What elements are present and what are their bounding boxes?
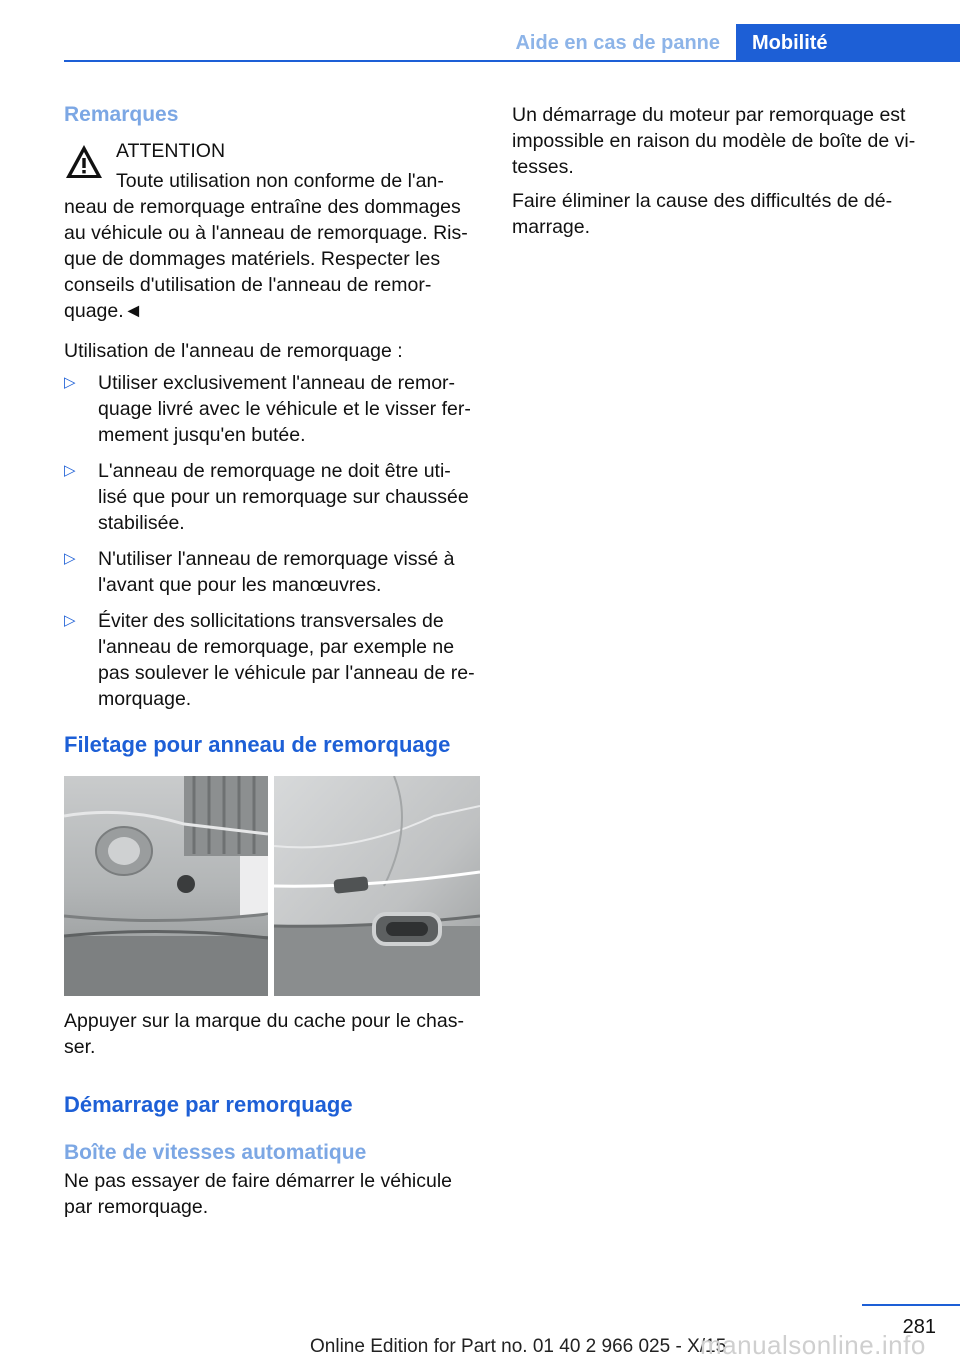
footer-rule	[862, 1304, 960, 1306]
list-item-line: l'avant que pour les manœuvres.	[98, 574, 382, 596]
engine-tow-start-line: tesses.	[512, 156, 574, 178]
attention-line: au véhicule ou à l'anneau de remorquage. Ris-	[64, 222, 468, 244]
page-number: 281	[902, 1316, 936, 1338]
list-item	[64, 608, 484, 712]
list-item	[64, 458, 484, 536]
engine-tow-start-line: Un démarrage du moteur par remorquage est	[512, 104, 906, 126]
list-item-line: L'anneau de remorquage ne doit être uti-	[98, 460, 451, 482]
press-instruction-line: ser.	[64, 1036, 96, 1058]
fix-cause-line: marrage.	[512, 216, 591, 238]
usage-intro: Utilisation de l'anneau de remorquage :	[64, 340, 403, 362]
list-item-line: Utiliser exclusivement l'anneau de remor-	[98, 372, 456, 394]
attention-label: ATTENTION	[116, 140, 226, 162]
fix-cause-line: Faire éliminer la cause des difficultés de dé-	[512, 190, 893, 212]
list-item-line: quage livré avec le véhicule et le visser fer-	[98, 398, 471, 420]
attention-line: neau de remorquage entraîne des dommages	[64, 196, 461, 218]
thread-section-title: Filetage pour anneau de remorquage	[64, 732, 451, 757]
header-chapter-tab[interactable]: Mobilité	[736, 24, 960, 62]
list-item-line: stabilisée.	[98, 512, 185, 534]
warning-icon	[64, 142, 104, 182]
list-item-line: mement jusqu'en butée.	[98, 424, 306, 446]
right-column	[512, 102, 932, 240]
attention-block	[64, 138, 484, 324]
list-item-line: pas soulever le véhicule par l'anneau de re-	[98, 662, 475, 684]
attention-line: quage.◄	[64, 300, 143, 322]
attention-line: Toute utilisation non conforme de l'an-	[116, 170, 444, 192]
engine-tow-start-line: impossible en raison du modèle de boîte de vi-	[512, 130, 916, 152]
list-item-line: l'anneau de remorquage, par exemple ne	[98, 636, 455, 658]
triangle-bullet-icon: ▷	[64, 462, 76, 479]
usage-list	[64, 370, 484, 712]
tow-start-title: Démarrage par remorquage	[64, 1092, 353, 1117]
list-item-line: Éviter des sollicitations transversales de	[98, 610, 444, 632]
automatic-gearbox-line: par remorquage.	[64, 1196, 209, 1218]
list-item	[64, 370, 484, 448]
attention-line: conseils d'utilisation de l'anneau de remor-	[64, 274, 432, 296]
edition-note: Online Edition for Part no. 01 40 2 966 025 - X/15	[310, 1336, 727, 1357]
triangle-bullet-icon: ▷	[64, 612, 76, 629]
triangle-bullet-icon: ▷	[64, 550, 76, 567]
list-item-line: lisé que pour un remorquage sur chaussée	[98, 486, 469, 508]
press-instruction-line: Appuyer sur la marque du cache pour le chas-	[64, 1010, 464, 1032]
triangle-bullet-icon: ▷	[64, 374, 76, 391]
attention-line: que de dommages matériels. Respecter les	[64, 248, 441, 270]
automatic-gearbox-title: Boîte de vitesses automatique	[64, 1141, 367, 1164]
header-section-tab[interactable]: Aide en cas de panne	[515, 32, 720, 54]
left-column	[64, 100, 484, 1220]
automatic-gearbox-line: Ne pas essayer de faire démarrer le véhicule	[64, 1170, 453, 1192]
list-item-line: morquage.	[98, 688, 192, 710]
tow-eye-cover-photo	[64, 776, 480, 996]
list-item-line: N'utiliser l'anneau de remorquage vissé à	[98, 548, 455, 570]
header-rule	[64, 60, 960, 62]
list-item	[64, 546, 484, 598]
watermark: manualsonline.info	[700, 1330, 926, 1360]
remarks-title: Remarques	[64, 103, 179, 126]
